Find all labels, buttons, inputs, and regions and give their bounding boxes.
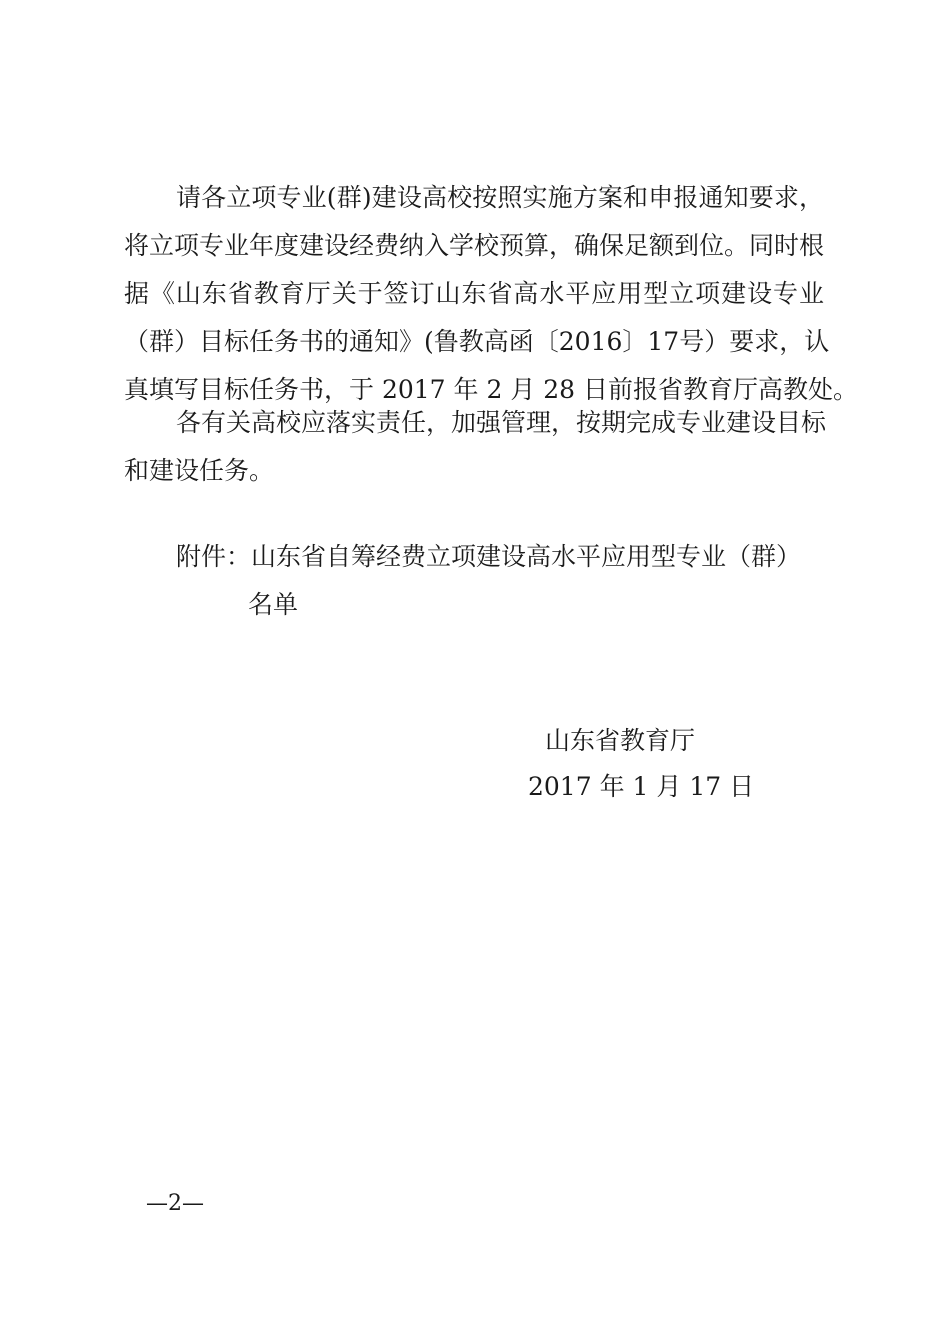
paragraph-line: 各有关高校应落实责任，加强管理，按期完成专业建设目标 xyxy=(176,408,827,437)
paragraph-line: 据《山东省教育厅关于签订山东省高水平应用型立项建设专业 xyxy=(124,279,824,308)
page-number: —2— xyxy=(146,1191,204,1216)
signature-organization: 山东省教育厅 xyxy=(545,726,696,755)
attachment-line-continued: 名单 xyxy=(248,590,299,619)
paragraph-line: 真填写目标任务书，于 2017 年 2 月 28 日前报省教育厅高教处。 xyxy=(124,375,859,404)
paragraph-line: （群）目标任务书的通知》(鲁教高函〔2016〕17号）要求，认 xyxy=(124,327,830,356)
signature-date: 2017 年 1 月 17 日 xyxy=(528,772,755,801)
paragraph-funding xyxy=(124,174,859,414)
paragraph-line: 和建设任务。 xyxy=(124,456,275,485)
attachment-line: 附件：山东省自筹经费立项建设高水平应用型专业（群） xyxy=(176,542,802,571)
paragraph-line: 请各立项专业(群)建设高校按照实施方案和申报通知要求， xyxy=(176,183,824,212)
paragraph-responsibility xyxy=(124,399,827,495)
paragraph-line: 将立项专业年度建设经费纳入学校预算，确保足额到位。同时根 xyxy=(124,231,825,260)
